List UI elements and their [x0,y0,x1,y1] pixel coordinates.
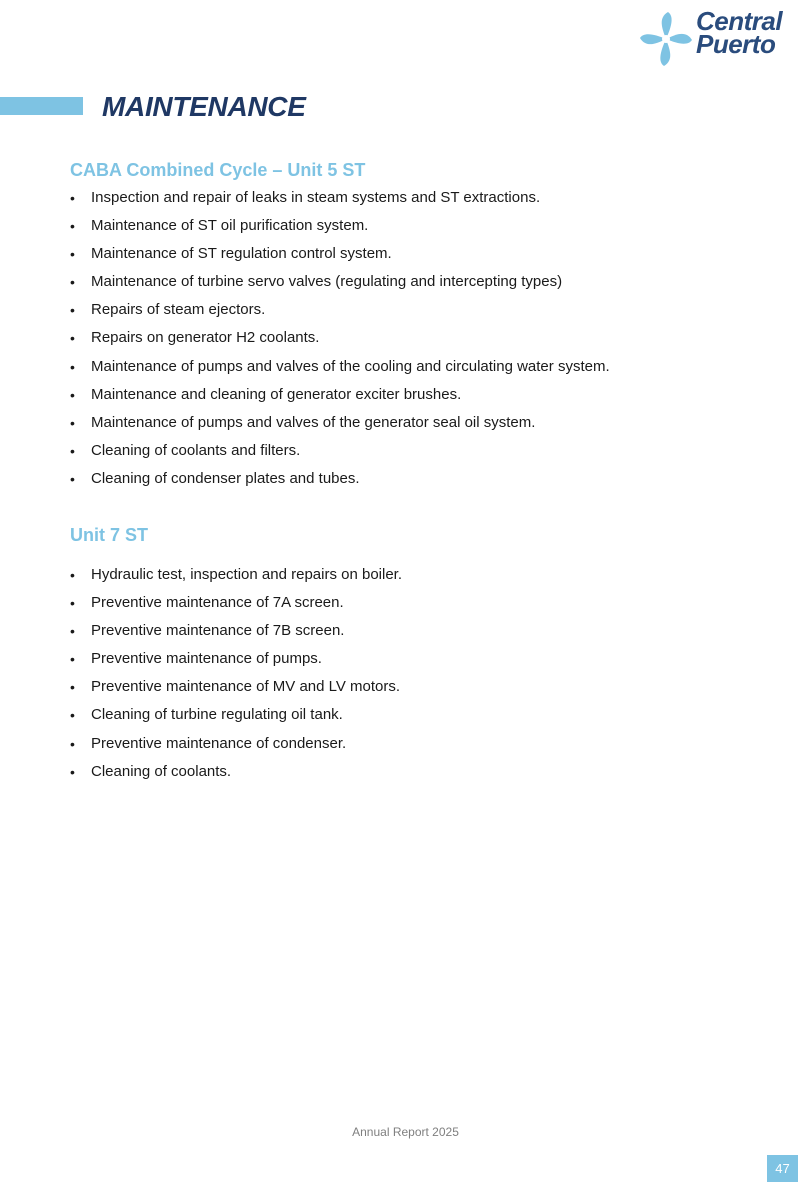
list-item: • Cleaning of turbine regulating oil tank. [70,706,770,734]
list-item: • Preventive maintenance of MV and LV motors. [70,678,770,706]
list-item: • Maintenance of ST regulation control system. [70,245,770,273]
logo-line-2: Puerto [696,29,776,59]
list-item: • Maintenance of pumps and valves of the cooling and circulating water system. [70,358,770,386]
list-item: • Preventive maintenance of 7B screen. [70,622,770,650]
list-item: • Repairs of steam ejectors. [70,301,770,329]
list-item: • Preventive maintenance of condenser. [70,735,770,763]
company-logo [638,8,803,70]
list-item: • Maintenance of turbine servo valves (regulating and intercepting types) [70,273,770,301]
title-accent-bar [0,97,83,115]
section-title-unit5: CABA Combined Cycle – Unit 5 ST [70,160,366,180]
logo-line-1: Central [696,6,783,36]
list-item: • Cleaning of coolants. [70,763,770,791]
pinwheel-icon [638,10,694,68]
list-item: • Inspection and repair of leaks in steam systems and ST extractions. [70,189,770,217]
list-item: • Preventive maintenance of 7A screen. [70,594,770,622]
list-item: • Preventive maintenance of pumps. [70,650,770,678]
list-item: • Hydraulic test, inspection and repairs on boiler. [70,566,770,594]
bullet-list-unit7 [70,566,770,791]
page-number: 47 [767,1155,798,1182]
logo-wordmark [696,6,783,59]
footer-text: Annual Report 2025 [352,1125,459,1139]
list-item: • Repairs on generator H2 coolants. [70,329,770,357]
list-item: • Cleaning of condenser plates and tubes. [70,470,770,498]
section-title-unit7: Unit 7 ST [70,525,149,545]
list-item: • Maintenance and cleaning of generator exciter brushes. [70,386,770,414]
list-item: • Maintenance of ST oil purification system. [70,217,770,245]
list-item: • Maintenance of pumps and valves of the generator seal oil system. [70,414,770,442]
page-title: MAINTENANCE [102,91,306,122]
bullet-list-unit5 [70,189,770,498]
list-item: • Cleaning of coolants and filters. [70,442,770,470]
